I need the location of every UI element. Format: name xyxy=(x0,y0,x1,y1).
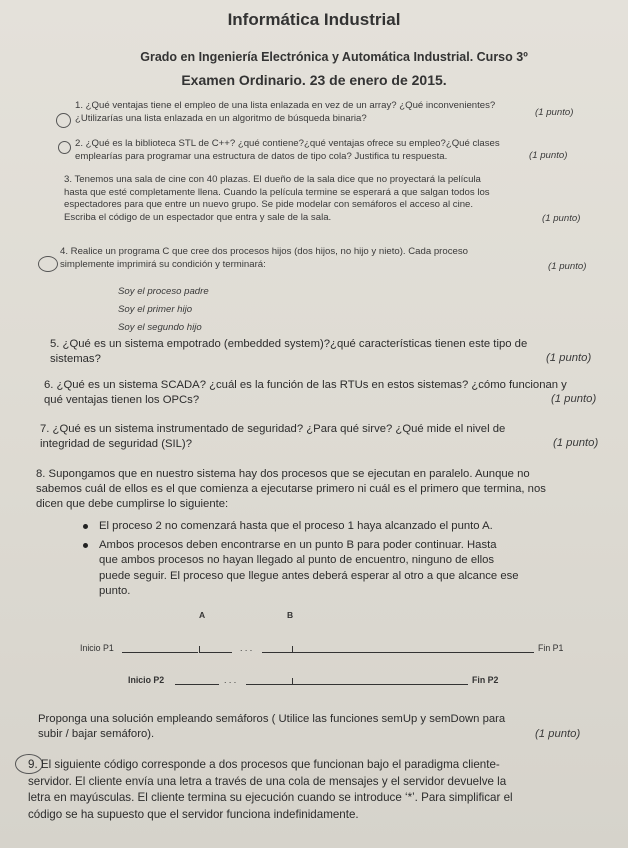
p1-timeline-segment xyxy=(262,652,292,653)
p1-start-label: Inicio P1 xyxy=(80,643,114,653)
question-2-points: (1 punto) xyxy=(529,150,568,161)
list-item: El proceso 2 no comenzará hasta que el proceso 1 haya alcanzado el punto A. xyxy=(99,519,619,535)
question-1 xyxy=(75,100,615,125)
question-1-line: ¿Utilizarías una lista enlazada en un algoritmo de búsqueda binaria? xyxy=(75,112,367,124)
list-item: Ambos procesos deben encontrarse en un punto B para poder continuar. Hasta que ambos procesos no hayan llegado al punto de encuentro, ninguno de ellos puede seguir. El proceso que llegue antes deberá esperar al otro a que alcance ese punto. xyxy=(99,538,619,600)
question-4 xyxy=(60,246,620,271)
bullet-dot-icon xyxy=(83,524,88,529)
degree-line: Grado en Ingeniería Electrónica y Automática Industrial. Curso 3º xyxy=(140,50,528,64)
exam-date-line: Examen Ordinario. 23 de enero de 2015. xyxy=(181,72,447,88)
p1-timeline-segment xyxy=(122,652,198,653)
point-a-tick xyxy=(199,646,200,653)
proposal-line: Proponga una solución empleando semáforos ( Utilice las funciones semUp y semDown para xyxy=(38,713,506,725)
question-7-line: 7. ¿Qué es un sistema instrumentado de seguridad? ¿Para qué sirve? ¿Qué mide el nivel de xyxy=(40,423,506,435)
question-5-line: 5. ¿Qué es un sistema empotrado (embedded system)?¿qué características tienen este tipo de xyxy=(50,338,528,350)
question-2-line: emplearías para programar una estructura de datos de tipo cola? Justifica tu respuesta. xyxy=(75,150,448,162)
expected-output-line: Soy el proceso padre xyxy=(118,286,209,297)
question-4-points: (1 punto) xyxy=(548,261,587,272)
p1-dots: . . . xyxy=(240,643,253,653)
p2-timeline-segment xyxy=(175,684,219,685)
question-3 xyxy=(64,174,624,224)
question-3-line: 3. Tenemos una sala de cine con 40 plazas. El dueño de la sala dice que no proyectará la película xyxy=(64,174,481,185)
p1-timeline-segment xyxy=(200,652,232,653)
question-7-line: integridad de seguridad (SIL)? xyxy=(40,438,192,450)
p2-timeline-segment xyxy=(246,684,292,685)
question-9-line: código se ha supuesto que el servidor funciona indefinidamente. xyxy=(28,807,359,821)
question-6 xyxy=(44,378,624,408)
p1-timeline-segment xyxy=(293,652,534,653)
point-a-label: A xyxy=(199,610,206,620)
question-3-line: espectadores para que entre un nuevo grupo. Se pide modelar con semáforos el acceso al cine. xyxy=(64,199,474,210)
question-5-points: (1 punto) xyxy=(546,352,592,364)
question-8-line: dicen que debe cumplirse lo siguiente: xyxy=(36,498,229,510)
question-8 xyxy=(36,467,626,512)
point-b-tick xyxy=(292,678,293,685)
question-6-points: (1 punto) xyxy=(551,393,597,405)
question-1-points: (1 punto) xyxy=(535,107,574,118)
expected-output-line: Soy el primer hijo xyxy=(118,304,193,315)
p1-end-label: Fin P1 xyxy=(538,643,564,653)
question-9-line: 9. El siguiente código corresponde a dos procesos que funcionan bajo el paradigma cliente- xyxy=(28,758,500,771)
question-6-line: qué ventajas tienen los OPCs? xyxy=(44,394,200,406)
question-1-line: 1. ¿Qué ventajas tiene el empleo de una lista enlazada en vez de un array? ¿Qué inconvenientes? xyxy=(75,100,496,111)
question-5-line: sistemas? xyxy=(50,353,101,365)
question-8-points: (1 punto) xyxy=(535,728,581,740)
question-5 xyxy=(50,337,620,367)
handwritten-check-circle xyxy=(38,256,58,272)
question-8-line: sabemos cuál de ellos es el que comienza a ejecutarse primero ni cuál es el primero que termina, nos xyxy=(36,483,546,495)
p2-dots: . . . xyxy=(224,675,237,685)
question-3-points: (1 punto) xyxy=(542,213,581,224)
p2-timeline-segment xyxy=(293,684,468,685)
question-7 xyxy=(40,422,625,452)
handwritten-check-circle xyxy=(56,113,71,128)
question-4-line: simplemente imprimirá su condición y terminará: xyxy=(60,258,266,270)
question-3-line: Escriba el código de un espectador que entra y sale de la sala. xyxy=(64,211,332,223)
question-9-line: letra en mayúsculas. El cliente termina su ejecución cuando se introduce ‘*’. Para simplificar el xyxy=(28,791,513,804)
question-3-line: hasta que esté completamente llena. Cuando la película termine se esperará a que salgan todos los xyxy=(64,186,490,198)
bullet-dot-icon xyxy=(83,543,88,548)
proposal-line: subir / bajar semáforo). xyxy=(38,728,155,740)
question-7-points: (1 punto) xyxy=(553,437,599,449)
question-9 xyxy=(28,757,628,823)
p2-start-label: Inicio P2 xyxy=(128,675,165,685)
point-b-tick xyxy=(292,646,293,653)
expected-output-line: Soy el segundo hijo xyxy=(118,322,202,333)
p2-end-label: Fin P2 xyxy=(472,675,499,685)
question-2-line: 2. ¿Qué es la biblioteca STL de C++? ¿qué contiene?¿qué ventajas ofrece su empleo?¿Qué clases xyxy=(75,138,500,149)
point-b-label: B xyxy=(287,610,294,620)
subject-title: Informática Industrial xyxy=(227,10,401,29)
question-8-line: 8. Supongamos que en nuestro sistema hay dos procesos que se ejecutan en paralelo. Aunque no xyxy=(36,468,530,480)
question-6-line: 6. ¿Qué es un sistema SCADA? ¿cuál es la función de las RTUs en estos sistemas? ¿cómo funcionan y xyxy=(44,379,567,391)
condition-list xyxy=(99,519,619,600)
question-9-line: servidor. El cliente envía una letra a través de una cola de mensajes y el servidor devuelve la xyxy=(28,774,507,788)
question-4-line: 4. Realice un programa C que cree dos procesos hijos (dos hijos, no hijo y nieto). Cada proceso xyxy=(60,246,468,257)
handwritten-check-circle xyxy=(58,141,71,154)
